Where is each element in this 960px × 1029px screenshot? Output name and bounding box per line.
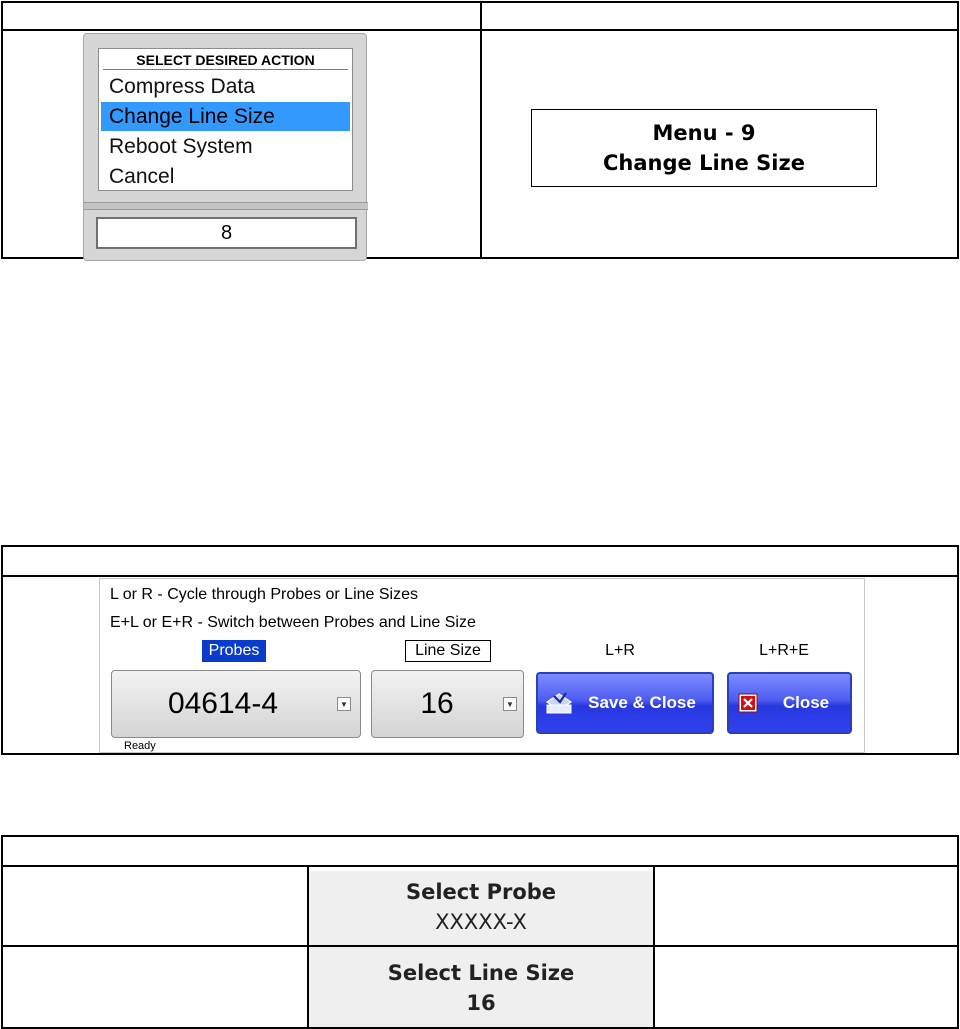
save-close-button[interactable] <box>536 672 714 734</box>
line-size-dropdown[interactable] <box>371 670 524 738</box>
save-shortcut-label: L+R <box>605 642 635 659</box>
device-display-line1: Menu - 9 <box>652 121 756 145</box>
select-line-size-value: 16 <box>466 991 496 1015</box>
action-menu-list <box>98 48 353 191</box>
probes-label: Probes <box>202 640 266 662</box>
select-line-size-title: Select Line Size <box>387 961 575 985</box>
select-probe-value: XXXXX-X <box>435 910 527 934</box>
column-divider <box>480 3 482 257</box>
device-display-select-probe <box>309 871 653 945</box>
menu-separator <box>84 202 368 210</box>
close-shortcut-label: L+R+E <box>759 642 809 659</box>
menu-item-reboot-system[interactable]: Reboot System <box>109 135 253 158</box>
probe-dropdown[interactable] <box>111 670 361 738</box>
table-menu-selection <box>1 1 959 259</box>
line-size-dropdown-value: 16 <box>420 687 454 720</box>
table-header-row <box>3 837 957 867</box>
instruction-cycle: L or R - Cycle through Probes or Line Sizes <box>110 586 418 603</box>
menu-item-change-line-size[interactable]: Change Line Size <box>101 102 350 131</box>
action-menu-title: SELECT DESIRED ACTION <box>103 51 348 70</box>
device-display-line2: Change Line Size <box>603 151 805 175</box>
chevron-down-icon[interactable]: ▼ <box>503 697 517 711</box>
status-text: Ready <box>124 740 156 752</box>
menu-item-compress-data[interactable]: Compress Data <box>109 75 255 98</box>
line-size-window <box>99 578 865 753</box>
menu-item-cancel[interactable]: Cancel <box>109 165 175 188</box>
save-close-label: Save & Close <box>588 693 696 712</box>
instruction-switch: E+L or E+R - Switch between Probes and Line Size <box>110 614 476 631</box>
device-display-menu <box>531 109 877 187</box>
line-size-label: Line Size <box>405 640 491 662</box>
table-line-size-window <box>1 545 959 755</box>
close-icon <box>738 693 758 713</box>
select-probe-title: Select Probe <box>405 880 557 904</box>
close-label: Close <box>782 693 830 712</box>
column-divider <box>653 867 655 1027</box>
table-device-displays <box>1 835 959 1029</box>
device-display-select-line-size <box>309 947 653 1027</box>
chevron-down-icon[interactable]: ▼ <box>337 697 351 711</box>
count-field: 8 <box>96 217 357 249</box>
table-header-row <box>3 547 957 577</box>
action-menu-panel <box>83 33 367 261</box>
probe-dropdown-value: 04614-4 <box>167 687 279 720</box>
close-button[interactable] <box>727 672 852 734</box>
save-icon <box>544 690 574 716</box>
